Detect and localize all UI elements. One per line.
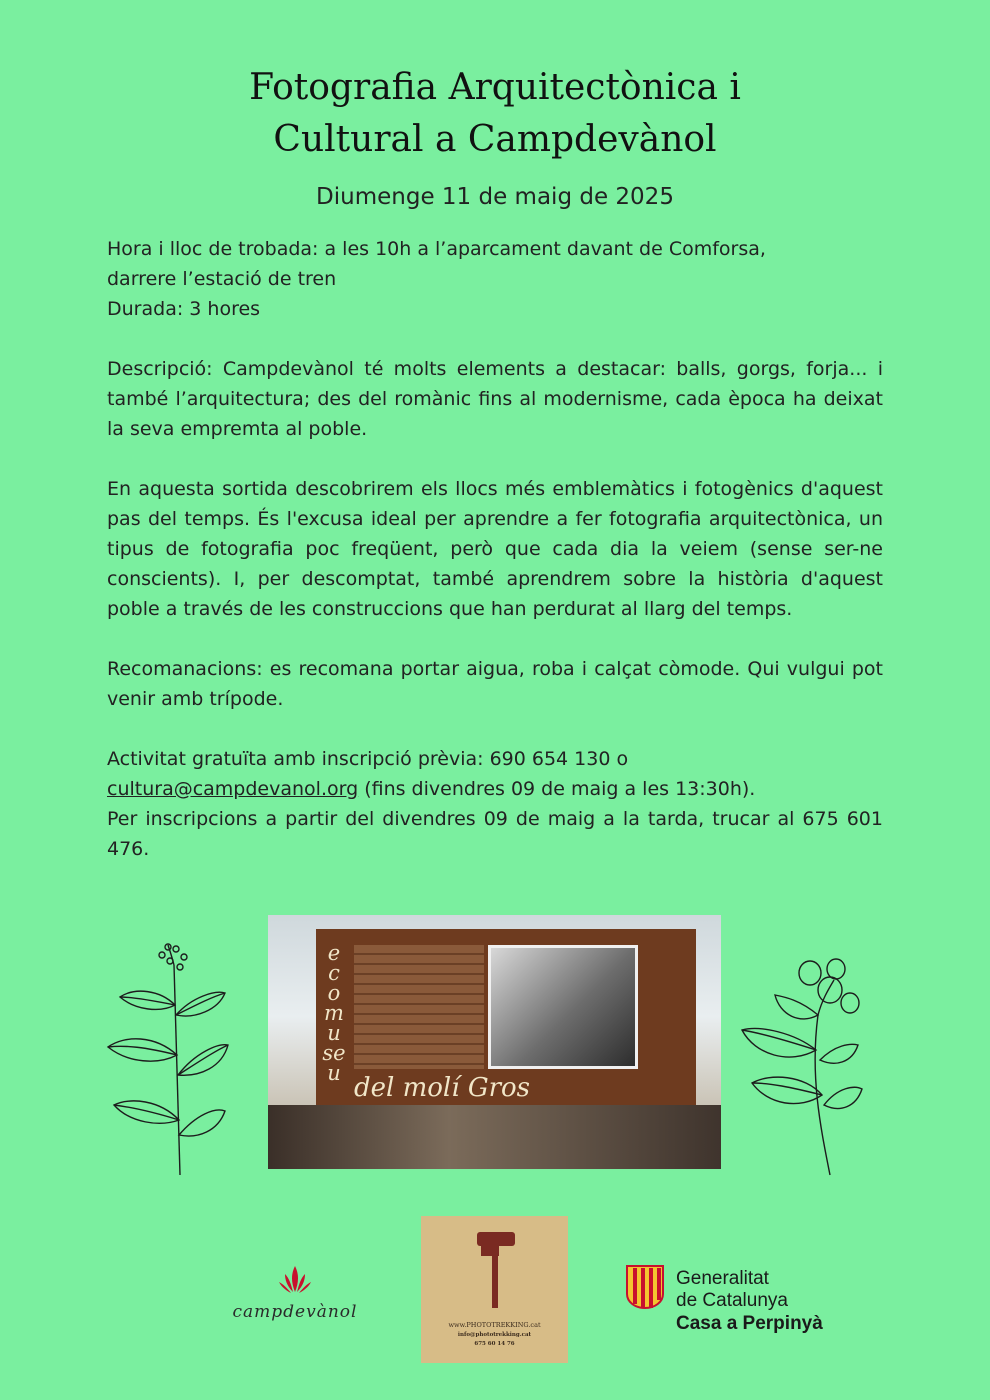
phototrekking-email: info@phototrekking.cat [457,1332,532,1338]
recommendations: Recomanacions: es recomana portar aigua, roba i calçat còmode. Qui vulgui pot venir amb trípode. [107,658,883,710]
phototrekking-logo [421,1216,568,1363]
registration-line3: Per inscripcions a partir del divendres 09 de maig a la tarda, trucar al 675 601 476. [107,808,883,860]
generalitat-line2: de Catalunya [676,1290,788,1311]
registration-line1: Activitat gratuïta amb inscripció prèvia: 690 654 130 o [107,748,629,770]
campdevanol-logo [215,1262,375,1352]
right-plant-illustration [730,955,865,1180]
ecomuseum-photo [268,915,721,1169]
title-line-1: Fotografia Arquitectònica i [249,67,741,108]
camera-tripod-icon [473,1230,519,1310]
sign-plate-text: del molí Gros [354,1073,531,1103]
shop-front [268,1105,721,1169]
generalitat-line1: Generalitat [676,1268,769,1289]
phototrekking-site: www.PHOTOTREKKING.cat [448,1321,541,1329]
flame-icon [277,1262,313,1296]
phototrekking-phone: 675 60 14 76 [474,1341,515,1347]
details-block [107,234,883,324]
registration-email-line [107,778,755,800]
email-link[interactable]: cultura@campdevanol.org [107,778,359,800]
title-line-2: Cultural a Campdevànol [273,119,717,160]
description-paragraph-2: En aquesta sortida descobrirem els llocs més emblemàtics i fotogènics d'aquest pas del temps. És l'excusa ideal per aprendre a fer fotografia arquitectònica, un tipus de fotografia poc freqüent, però que cada dia la veiem (sense ser-ne conscients). I, per descomptat, també aprendrem sobre la història d'aquest poble a través de les construccions que han perdurat al llarg del temps. [107,478,883,620]
event-body [107,234,883,864]
campdevanol-wordmark: campdevànol [232,1302,358,1322]
senyera-shield-icon [625,1264,665,1310]
meeting-point-line2: darrere l’estació de tren [107,268,337,290]
generalitat-logo [625,1264,885,1336]
duration: Durada: 3 hores [107,298,261,320]
historic-photo-panel [488,945,638,1069]
left-plant-illustration [100,935,230,1180]
wood-slats [354,945,484,1069]
description-paragraph-1: Descripció: Campdevànol té molts elements a destacar: balls, gorgs, forja... i també l’arquitectura; des del romànic fins al modernisme, cada època ha deixat la seva empremta al poble. [107,358,883,440]
registration-email-suffix: (fins divendres 09 de maig a les 13:30h). [358,778,756,800]
event-date: Diumenge 11 de maig de 2025 [316,184,674,210]
meeting-point-line1: Hora i lloc de trobada: a les 10h a l’aparcament davant de Comforsa, [107,238,766,260]
registration-block [107,744,883,864]
generalitat-line3: Casa a Perpinyà [676,1313,823,1334]
sign-vertical-text: ecomuseu [322,941,346,1085]
page-title [0,62,990,166]
